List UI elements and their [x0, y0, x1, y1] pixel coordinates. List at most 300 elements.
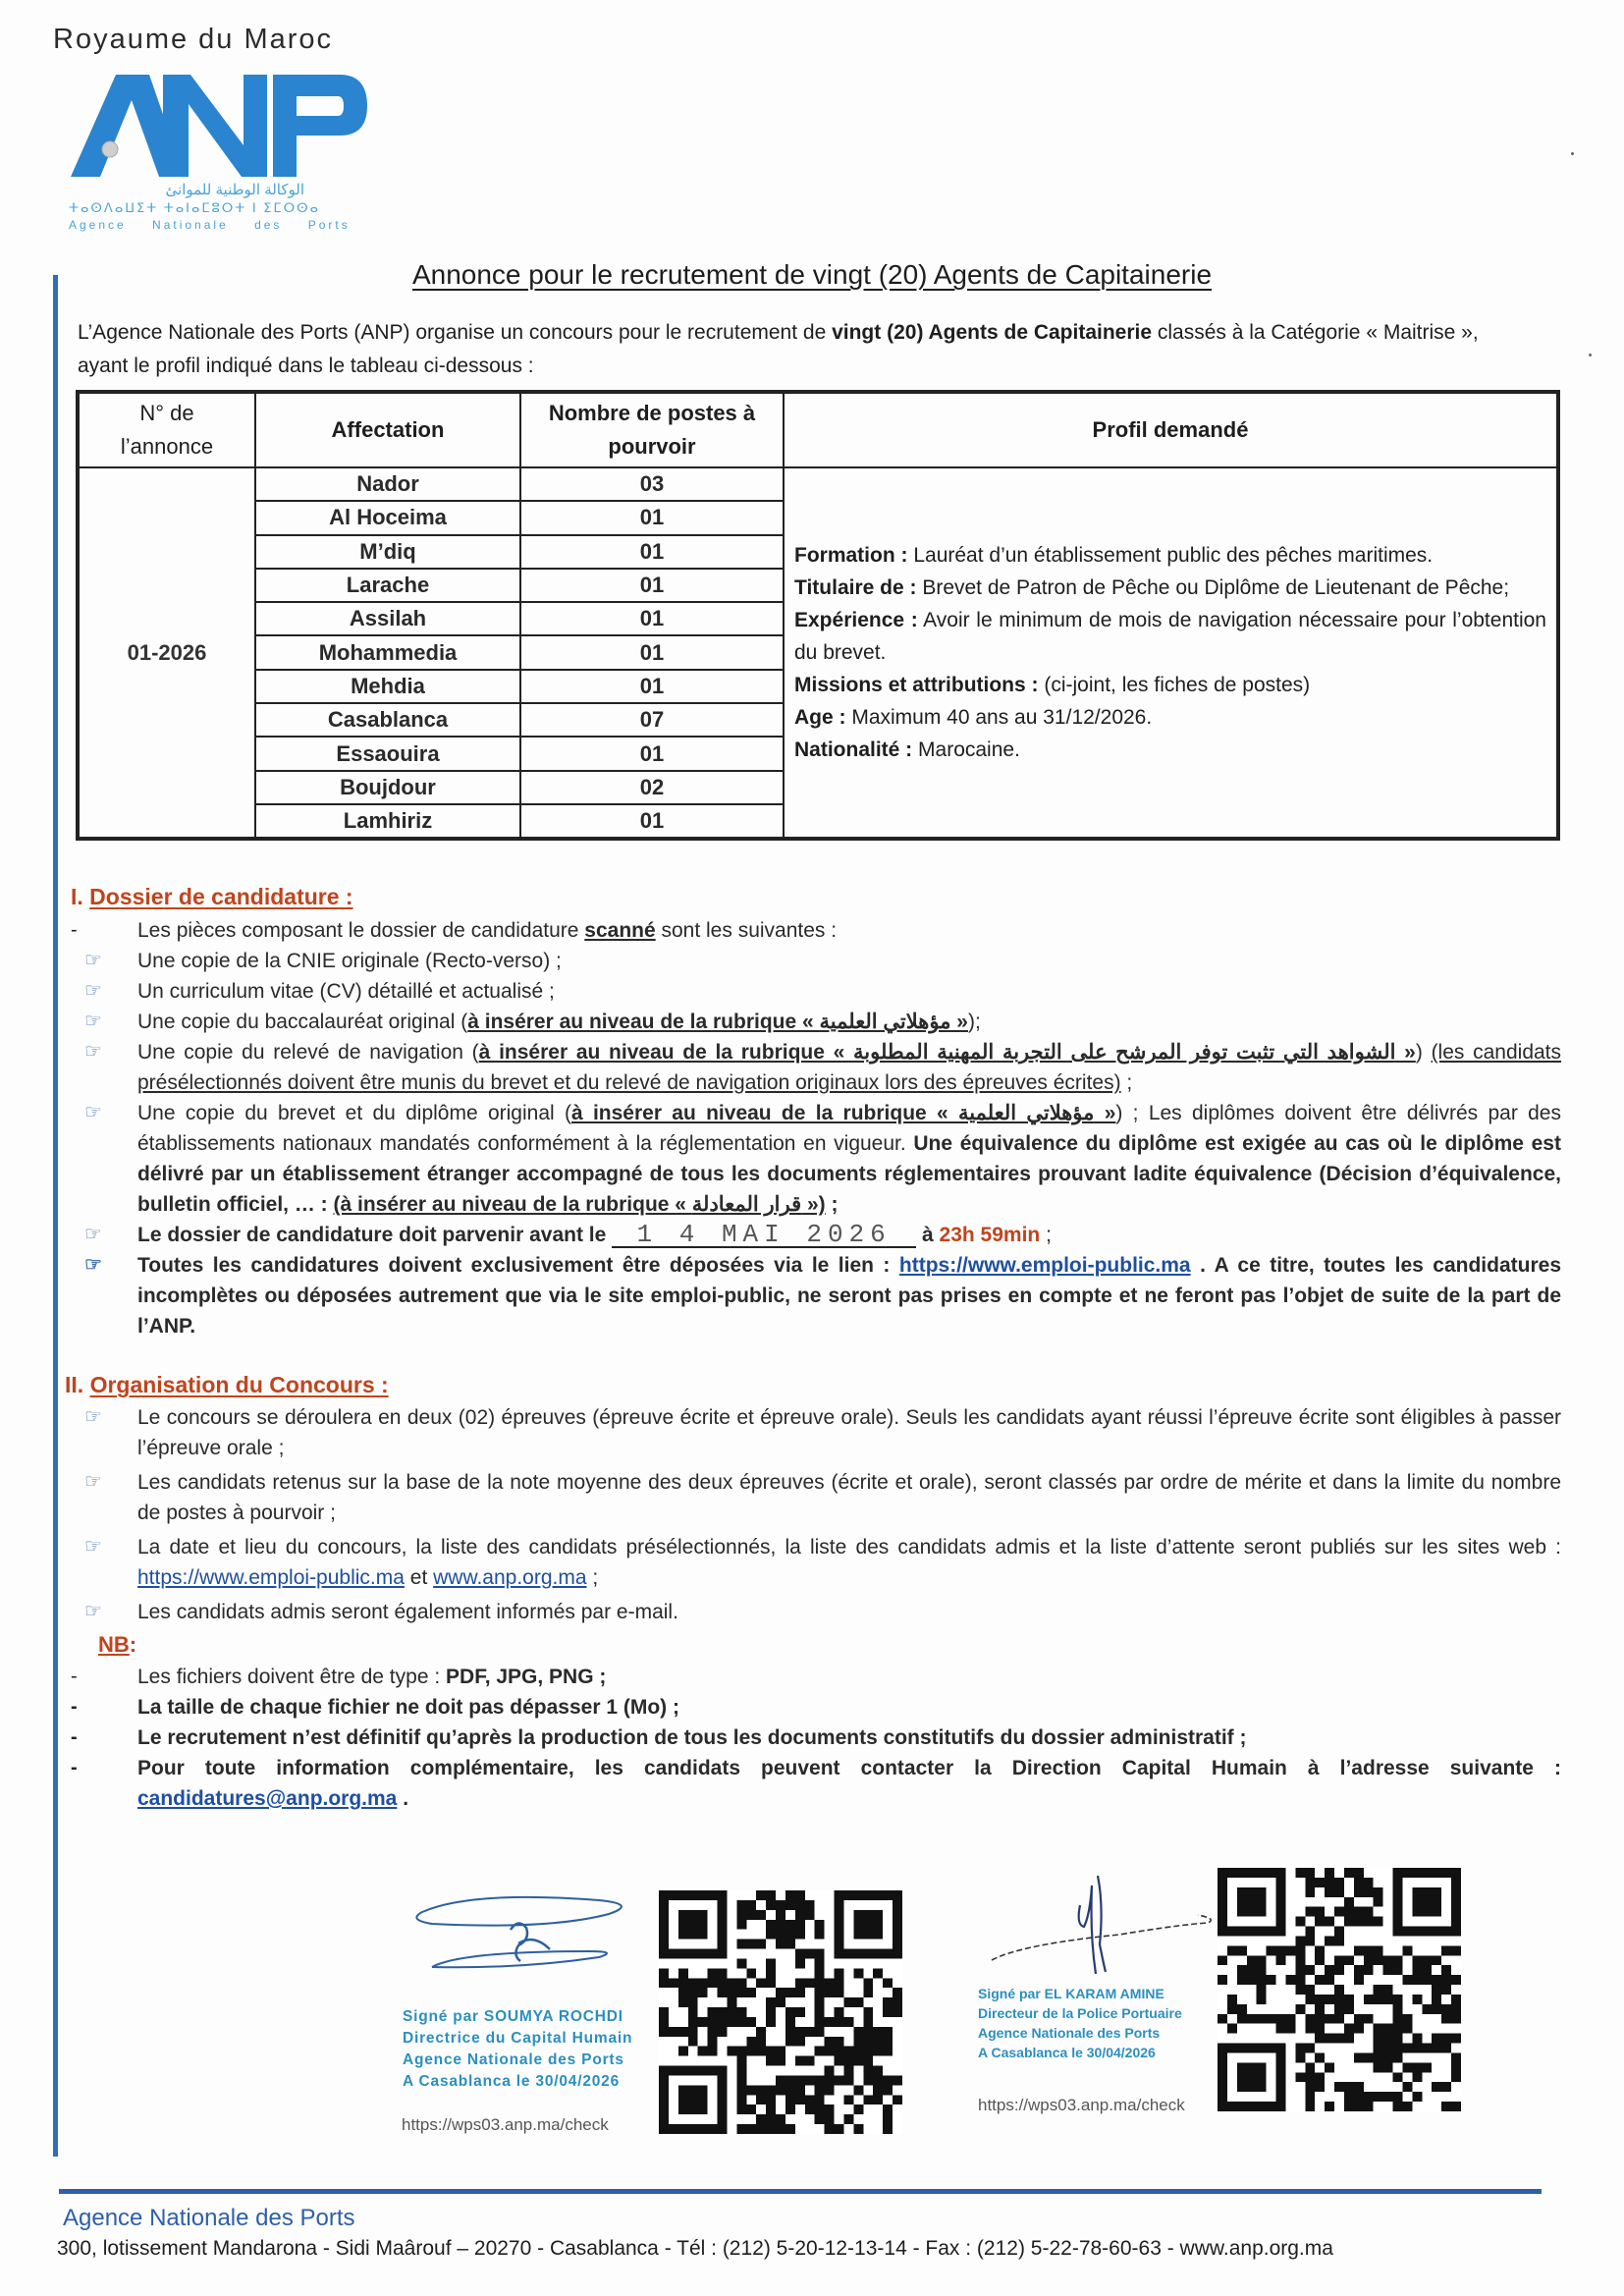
qr-module	[1412, 1965, 1422, 1975]
qr-module	[776, 2047, 785, 2056]
qr-module	[815, 2047, 825, 2056]
qr-module	[1374, 1887, 1383, 1897]
text-underlined: scanné	[584, 919, 656, 942]
qr-module	[1305, 2062, 1315, 2072]
qr-module	[843, 1997, 853, 2007]
qr-module	[736, 2075, 746, 2085]
signer-org: Agence Nationale des Ports	[978, 2025, 1161, 2041]
qr-module	[1432, 1995, 1441, 2004]
qr-module	[736, 2085, 746, 2095]
affectation-cell: Assilah	[255, 602, 520, 635]
pointing-hand-bullet-icon: ☞	[84, 1011, 102, 1032]
qr-module	[708, 1978, 718, 1988]
qr-module	[815, 2095, 825, 2105]
qr-module	[1257, 1975, 1267, 1985]
qr-module	[825, 2075, 835, 2085]
postes-cell: 03	[520, 467, 784, 501]
qr-module	[1325, 1887, 1334, 1897]
qr-module	[688, 1978, 698, 1988]
qr-module	[1393, 2072, 1403, 2082]
qr-module	[1412, 2092, 1422, 2102]
postes-cell: 01	[520, 737, 784, 770]
qr-module	[1305, 2044, 1315, 2053]
qr-module	[736, 1920, 746, 1930]
qr-module	[1285, 1975, 1295, 1985]
qr-module	[1334, 1927, 1344, 1937]
list-item	[84, 1007, 1561, 1037]
qr-module	[746, 2017, 756, 2027]
qr-module	[795, 1978, 805, 1988]
qr-module	[708, 2017, 718, 2027]
pointing-hand-bullet-icon: ☞	[84, 1041, 102, 1063]
signature-block-elkaram	[978, 1984, 1182, 2062]
qr-module	[1334, 1985, 1344, 1995]
qr-module	[766, 2124, 776, 2134]
qr-module	[863, 2095, 873, 2105]
qr-module	[1374, 2024, 1383, 2034]
intro-paragraph	[78, 316, 1560, 383]
qr-module	[1383, 2044, 1393, 2053]
qr-module	[893, 2075, 902, 2085]
text-bold: Une équivalence du diplôme est exigée au cas où le diplôme est délivré par un établissement étranger accompagné de tous les documents réglementaires prouvant ladite équivalence (Décision d’équivalence, bulletin officiel, … :	[137, 1132, 1561, 1216]
qr-module	[835, 2047, 844, 2056]
qr-module	[835, 2017, 844, 2027]
text: et	[404, 1566, 434, 1589]
qr-module	[1393, 2052, 1403, 2062]
postes-cell: 07	[520, 703, 784, 737]
qr-module	[843, 2047, 853, 2056]
signer-name: Signé par SOUMYA ROCHDI	[403, 2008, 623, 2025]
anp-website-link[interactable]: www.anp.org.ma	[433, 1566, 587, 1589]
qr-module	[893, 1988, 902, 1997]
qr-module	[863, 1988, 873, 1997]
dash-bullet-icon: -	[71, 1726, 78, 1748]
qr-module	[678, 1988, 688, 1997]
qr-module	[1315, 1917, 1325, 1927]
qr-module	[1412, 2044, 1422, 2053]
qr-module	[756, 1910, 766, 1920]
qr-module	[1354, 2092, 1364, 2102]
list-item	[84, 976, 1561, 1007]
qr-module	[835, 1978, 844, 1988]
qr-module	[795, 2085, 805, 2095]
qr-module	[1374, 2092, 1383, 2102]
qr-module	[1354, 1868, 1364, 1878]
text: ;	[1040, 1224, 1052, 1246]
qr-module	[1325, 1995, 1334, 2004]
qr-module	[1227, 2004, 1237, 2014]
qr-module	[1441, 1945, 1451, 1955]
qr-module	[1315, 1975, 1325, 1985]
qr-module	[1422, 2062, 1432, 2072]
profil-cell	[784, 467, 1558, 839]
qr-module	[659, 1978, 669, 1988]
qr-module	[1451, 2034, 1461, 2044]
pointing-hand-bullet-icon: ☞	[84, 1471, 102, 1493]
qr-module	[1364, 1945, 1374, 1955]
list-item	[71, 915, 1561, 946]
affectation-cell: Al Hoceima	[255, 501, 520, 534]
qr-module	[805, 2075, 815, 2085]
profil-label: Formation :	[794, 544, 908, 568]
qr-module	[873, 2037, 883, 2047]
qr-module	[708, 2047, 718, 2056]
text-bold: Le dossier de candidature doit parvenir avant le	[137, 1224, 613, 1246]
qr-module	[1325, 1917, 1334, 1927]
qr-module	[785, 1890, 795, 1900]
header-profil: Profil demandé	[784, 392, 1558, 467]
affectation-cell: Mehdia	[255, 670, 520, 703]
signature-elkaram-icon	[982, 1866, 1218, 1974]
qr-module	[1267, 2014, 1276, 2024]
qr-module	[1432, 2004, 1441, 2014]
qr-module	[873, 2075, 883, 2085]
affectation-cell: Lamhiriz	[255, 804, 520, 839]
scan-speck	[1589, 354, 1592, 356]
qr-module	[1305, 1985, 1315, 1995]
text: ) ; Les diplômes doivent être délivrés par des établissements nationaux mandatés conformément à la réglementation en vigueur.	[137, 1102, 1561, 1155]
qr-module	[863, 2017, 873, 2027]
qr-module	[1325, 1975, 1334, 1985]
qr-module	[1412, 1995, 1422, 2004]
qr-module	[795, 2037, 805, 2047]
qr-module	[893, 2007, 902, 2017]
dash-bullet-icon: -	[71, 1666, 78, 1687]
qr-module	[1325, 1936, 1334, 1945]
verify-url[interactable]: https://wps03.anp.ma/check	[978, 2096, 1185, 2114]
qr-module	[736, 1988, 746, 1997]
qr-module	[1237, 2004, 1247, 2014]
qr-module	[1364, 1917, 1374, 1927]
qr-module	[883, 2114, 893, 2124]
qr-module	[805, 2095, 815, 2105]
section-title: Organisation du Concours :	[89, 1372, 389, 1397]
annonce-number: 01-2026	[78, 467, 255, 839]
qr-module	[785, 2007, 795, 2017]
qr-module	[1451, 1995, 1461, 2004]
qr-module	[756, 2114, 766, 2124]
list-item	[84, 1037, 1562, 1098]
profil-item	[794, 701, 1546, 734]
qr-module	[795, 1958, 805, 1968]
qr-module	[1432, 1955, 1441, 1965]
qr-module	[815, 1949, 825, 1959]
intro-bold: vingt (20) Agents de Capitainerie	[832, 321, 1153, 344]
qr-module	[1374, 2044, 1383, 2053]
qr-module	[1451, 2072, 1461, 2082]
qr-module	[843, 2017, 853, 2027]
qr-module	[736, 2056, 746, 2066]
qr-module	[805, 2105, 815, 2114]
qr-module	[678, 2027, 688, 2037]
text: Les fichiers doivent être de type :	[137, 1666, 447, 1688]
qr-module	[805, 1949, 815, 1959]
qr-module	[1393, 2102, 1403, 2111]
qr-module	[708, 2027, 718, 2037]
qr-module	[1334, 2082, 1344, 2092]
qr-module	[815, 2105, 825, 2114]
qr-module	[736, 1940, 746, 1949]
qr-module	[1315, 2014, 1325, 2024]
qr-module	[1334, 2004, 1344, 2014]
qr-module	[659, 2007, 669, 2017]
qr-module	[795, 1900, 805, 1910]
qr-module	[805, 1978, 815, 1988]
qr-module	[815, 1988, 825, 1997]
qr-module	[825, 2085, 835, 2095]
qr-module	[1315, 2072, 1325, 2082]
qr-code-icon[interactable]	[1218, 1868, 1461, 2111]
qr-module	[795, 1910, 805, 1920]
qr-module	[756, 1978, 766, 1988]
qr-module	[853, 2085, 863, 2095]
list-item	[84, 1402, 1561, 1463]
qr-module	[718, 2027, 728, 2037]
qr-module	[883, 2085, 893, 2095]
qr-module	[1295, 2072, 1305, 2082]
qr-module	[1432, 2034, 1441, 2044]
qr-module	[766, 1978, 776, 1988]
qr-module	[1257, 2014, 1267, 2024]
qr-module	[1402, 2014, 1412, 2024]
qr-module	[736, 1978, 746, 1988]
qr-module	[1354, 1917, 1364, 1927]
logo-arabic-text: الوكالة الوطنية للموانئ	[165, 182, 304, 198]
qr-module	[863, 2047, 873, 2056]
qr-module	[1267, 1975, 1276, 1985]
logo-tifinagh-text: ⵜⴰⵙⴷⴰⵡⵉⵜ ⵜⴰⵏⴰⵎⵓⵔⵜ ⵏ ⵉⵎⵔⵙⴰ	[69, 200, 321, 215]
list-item	[84, 1098, 1561, 1220]
qr-module	[756, 2037, 766, 2047]
qr-module	[746, 2124, 756, 2134]
qr-module	[785, 2085, 795, 2095]
qr-finder	[1237, 1887, 1267, 1917]
text: Pour toute information complémentaire, les candidats peuvent contacter la Direction Capital Humain à l’adresse suivante :	[137, 1757, 1561, 1779]
qr-module	[1402, 2062, 1412, 2072]
profil-item	[794, 539, 1546, 572]
qr-module	[1393, 2044, 1403, 2053]
deadline-time: 23h 59min	[939, 1224, 1041, 1246]
qr-module	[863, 2066, 873, 2076]
qr-module	[1305, 2092, 1315, 2102]
qr-module	[776, 2114, 785, 2124]
qr-module	[795, 2075, 805, 2085]
list-item	[84, 1532, 1561, 1593]
qr-module	[1257, 1955, 1267, 1965]
qr-module	[785, 2027, 795, 2037]
qr-module	[785, 2017, 795, 2027]
qr-module	[1305, 2102, 1315, 2111]
postes-cell: 01	[520, 501, 784, 534]
qr-module	[756, 2085, 766, 2095]
qr-module	[1374, 1917, 1383, 1927]
text: Une copie du brevet et du diplôme original (	[137, 1102, 571, 1124]
qr-module	[1295, 1917, 1305, 1927]
text: Une copie du relevé de navigation (	[137, 1041, 479, 1064]
list-item	[71, 1722, 1561, 1753]
qr-module	[1237, 2014, 1247, 2024]
qr-module	[776, 1900, 785, 1910]
profil-label: Missions et attributions :	[794, 674, 1039, 697]
profil-label: Nationalité :	[794, 738, 913, 762]
qr-module	[1247, 1975, 1257, 1985]
qr-module	[785, 2095, 795, 2105]
qr-module	[1393, 2092, 1403, 2102]
postes-cell: 01	[520, 670, 784, 703]
qr-module	[1295, 1945, 1305, 1955]
profil-label: Expérience :	[794, 609, 918, 632]
qr-module	[1393, 2034, 1403, 2044]
qr-module	[1237, 1945, 1247, 1955]
qr-module	[815, 2085, 825, 2095]
qr-module	[1364, 1955, 1374, 1965]
profil-item	[794, 604, 1546, 669]
qr-module	[718, 1978, 728, 1988]
qr-module	[1227, 1945, 1237, 1955]
qr-code-icon[interactable]	[659, 1890, 902, 2134]
qr-module	[1305, 2072, 1315, 2082]
qr-module	[815, 1978, 825, 1988]
qr-module	[1315, 1955, 1325, 1965]
list-item	[84, 1597, 1561, 1627]
qr-module	[756, 2047, 766, 2056]
intro-text: classés à la Catégorie « Maitrise »,	[1152, 321, 1479, 344]
qr-module	[746, 1968, 756, 1978]
qr-module	[843, 2095, 853, 2105]
qr-module	[1295, 1868, 1305, 1878]
emploi-public-link[interactable]: https://www.emploi-public.ma	[898, 1254, 1191, 1277]
qr-module	[1354, 1887, 1364, 1897]
verify-url[interactable]: https://wps03.anp.ma/check	[402, 2115, 609, 2134]
text: Les candidats admis seront également informés par e-mail.	[137, 1601, 678, 1623]
qr-module	[688, 2017, 698, 2027]
list-item	[71, 1692, 1561, 1722]
text: )	[1415, 1041, 1432, 1064]
qr-finder	[853, 1910, 883, 1940]
qr-module	[1412, 1955, 1422, 1965]
qr-module	[766, 1997, 776, 2007]
qr-module	[1344, 2102, 1354, 2111]
qr-module	[883, 1978, 893, 1988]
qr-module	[795, 1988, 805, 1997]
qr-module	[1334, 1887, 1344, 1897]
qr-module	[883, 2075, 893, 2085]
qr-module	[766, 1968, 776, 1978]
qr-module	[863, 1978, 873, 1988]
section-number: I.	[71, 884, 83, 909]
qr-module	[718, 1988, 728, 1997]
contact-email-link[interactable]: candidatures@anp.org.ma	[137, 1787, 398, 1810]
signature-block-rochdi	[403, 2006, 632, 2093]
qr-module	[883, 1997, 893, 2007]
list-item	[84, 1467, 1561, 1528]
postes-cell: 01	[520, 635, 784, 669]
qr-module	[669, 1978, 678, 1988]
profil-text: Avoir le minimum de mois de navigation nécessaire pour l’obtention du brevet.	[794, 609, 1546, 665]
qr-module	[785, 2037, 795, 2047]
qr-module	[1354, 1878, 1364, 1887]
section-organisation-heading	[65, 1372, 389, 1398]
affectation-cell: M’diq	[255, 535, 520, 569]
list-item	[84, 946, 1561, 976]
qr-module	[727, 2007, 736, 2017]
qr-module	[736, 2095, 746, 2105]
qr-module	[756, 1940, 766, 1949]
qr-module	[1315, 2052, 1325, 2062]
emploi-public-link[interactable]: https://www.emploi-public.ma	[137, 1566, 405, 1589]
profil-label: Age :	[794, 706, 846, 730]
qr-module	[1237, 1965, 1247, 1975]
qr-module	[1315, 1995, 1325, 2004]
qr-module	[1383, 1955, 1393, 1965]
qr-module	[1374, 2052, 1383, 2062]
postes-cell: 01	[520, 602, 784, 635]
profil-item	[794, 572, 1546, 604]
qr-module	[736, 2066, 746, 2076]
qr-module	[698, 2017, 708, 2027]
qr-module	[1344, 2034, 1354, 2044]
left-margin-bar	[53, 275, 58, 2157]
qr-module	[785, 2105, 795, 2114]
qr-module	[727, 2047, 736, 2056]
qr-module	[1354, 2014, 1364, 2024]
qr-module	[688, 1997, 698, 2007]
qr-module	[825, 2037, 835, 2047]
qr-module	[1334, 1936, 1344, 1945]
qr-module	[1305, 1995, 1315, 2004]
qr-finder	[1412, 1887, 1441, 1917]
qr-module	[785, 2075, 795, 2085]
qr-module	[688, 2027, 698, 2037]
pointing-hand-bullet-icon: ☞	[84, 1536, 102, 1558]
qr-module	[1305, 1965, 1315, 1975]
qr-module	[756, 2027, 766, 2037]
qr-module	[1257, 1995, 1267, 2004]
text: Un curriculum vitae (CV) détaillé et actualisé ;	[137, 980, 555, 1003]
qr-module	[659, 1968, 669, 1978]
qr-module	[736, 2105, 746, 2114]
qr-module	[736, 2124, 746, 2134]
qr-module	[805, 2027, 815, 2037]
qr-module	[678, 1997, 688, 2007]
qr-module	[795, 1890, 805, 1900]
qr-module	[853, 2056, 863, 2066]
text: Une copie du baccalauréat original (	[137, 1011, 468, 1033]
profil-text: Marocaine.	[912, 738, 1020, 762]
qr-module	[873, 2027, 883, 2037]
qr-module	[1295, 1955, 1305, 1965]
profil-label: Titulaire de :	[794, 576, 917, 600]
qr-module	[1344, 2004, 1354, 2014]
qr-module	[1227, 2024, 1237, 2034]
text: .	[397, 1787, 409, 1810]
qr-module	[1334, 1907, 1344, 1917]
qr-module	[1451, 2014, 1461, 2024]
qr-module	[825, 2047, 835, 2056]
qr-module	[708, 1968, 718, 1978]
qr-module	[727, 1997, 736, 2007]
qr-module	[1315, 2034, 1325, 2044]
header-affectation: Affectation	[255, 392, 520, 467]
qr-module	[1364, 2102, 1374, 2111]
qr-module	[688, 2037, 698, 2047]
qr-module	[853, 2037, 863, 2047]
qr-module	[1383, 2052, 1393, 2062]
postes-cell: 01	[520, 804, 784, 839]
profil-text: Brevet de Patron de Pêche ou Diplôme de Lieutenant de Pêche;	[916, 576, 1510, 600]
qr-module	[727, 1988, 736, 1997]
qr-module	[727, 2017, 736, 2027]
